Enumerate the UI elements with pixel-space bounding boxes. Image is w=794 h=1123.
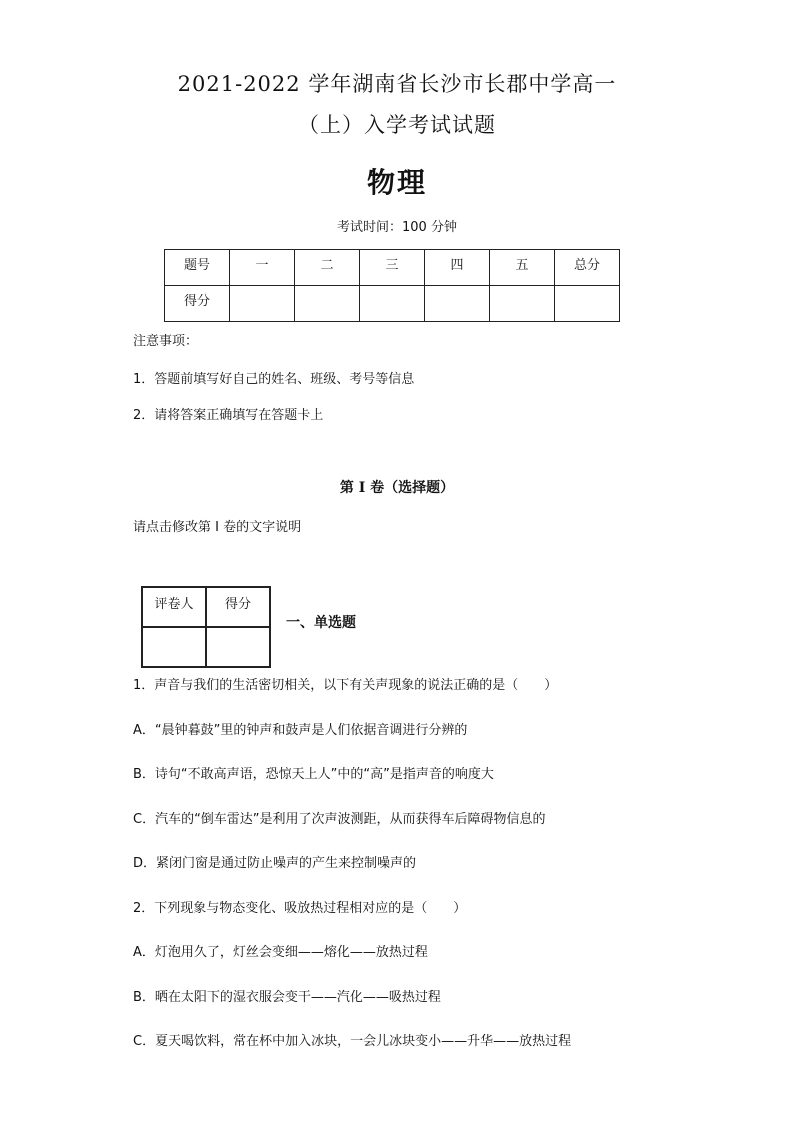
question-stem: 2．下列现象与物态变化、吸放热过程相对应的是（ ） — [133, 901, 467, 916]
exam-title-line2: （上）入学考试试题 — [298, 113, 496, 137]
question-option: A．“晨钟暮鼓”里的钟声和鼓声是人们依据音调进行分辨的 — [133, 723, 468, 738]
question-option: C．汽车的“倒车雷达”是利用了次声波测距，从而获得车后障碍物信息的 — [133, 812, 546, 827]
score-cell — [490, 286, 555, 322]
score-header-cell: 总分 — [555, 250, 620, 286]
score-table-score-row — [165, 286, 620, 322]
score-header-cell: 四 — [425, 250, 490, 286]
grader-cell — [206, 627, 270, 667]
question-option: B．晒在太阳下的湿衣服会变干——汽化——吸热过程 — [133, 990, 441, 1005]
score-header-cell: 二 — [295, 250, 360, 286]
section-description: 请点击修改第 I 卷的文字说明 — [133, 520, 302, 535]
score-header-cell: 题号 — [165, 250, 230, 286]
grader-header-cell: 评卷人 — [142, 587, 206, 627]
part-title: 一、单选题 — [286, 615, 356, 631]
note-item: 2．请将答案正确填写在答题卡上 — [133, 408, 324, 423]
score-cell — [360, 286, 425, 322]
section-title: 第 I 卷（选择题） — [339, 480, 455, 496]
score-cell — [555, 286, 620, 322]
question-option: A．灯泡用久了，灯丝会变细——熔化——放热过程 — [133, 945, 428, 960]
grader-header-cell: 得分 — [206, 587, 270, 627]
score-header-cell: 三 — [360, 250, 425, 286]
question-option: B．诗句“不敢高声语，恐惊天上人”中的“高”是指声音的响度大 — [133, 767, 494, 782]
grader-table-header-row — [142, 587, 270, 627]
score-table — [164, 249, 620, 322]
note-item: 1．答题前填写好自己的姓名、班级、考号等信息 — [133, 372, 415, 387]
score-cell — [425, 286, 490, 322]
score-header-cell: 一 — [230, 250, 295, 286]
score-table-header-row — [165, 250, 620, 286]
subject-title: 物理 — [366, 166, 427, 199]
score-header-cell: 五 — [490, 250, 555, 286]
question-option: D．紧闭门窗是通过防止噪声的产生来控制噪声的 — [133, 856, 417, 871]
grader-table-blank-row — [142, 627, 270, 667]
question-stem: 1．声音与我们的生活密切相关，以下有关声现象的说法正确的是（ ） — [133, 678, 558, 693]
grader-table — [141, 586, 271, 668]
exam-time: 考试时间：100 分钟 — [337, 220, 457, 235]
grader-cell — [142, 627, 206, 667]
score-row-label: 得分 — [165, 286, 230, 322]
question-option: C．夏天喝饮料，常在杯中加入冰块，一会儿冰块变小——升华——放热过程 — [133, 1034, 572, 1049]
score-cell — [230, 286, 295, 322]
score-cell — [295, 286, 360, 322]
exam-title-line1: 2021-2022 学年湖南省长沙市长郡中学高一 — [177, 72, 617, 96]
notes-title: 注意事项： — [133, 334, 199, 349]
